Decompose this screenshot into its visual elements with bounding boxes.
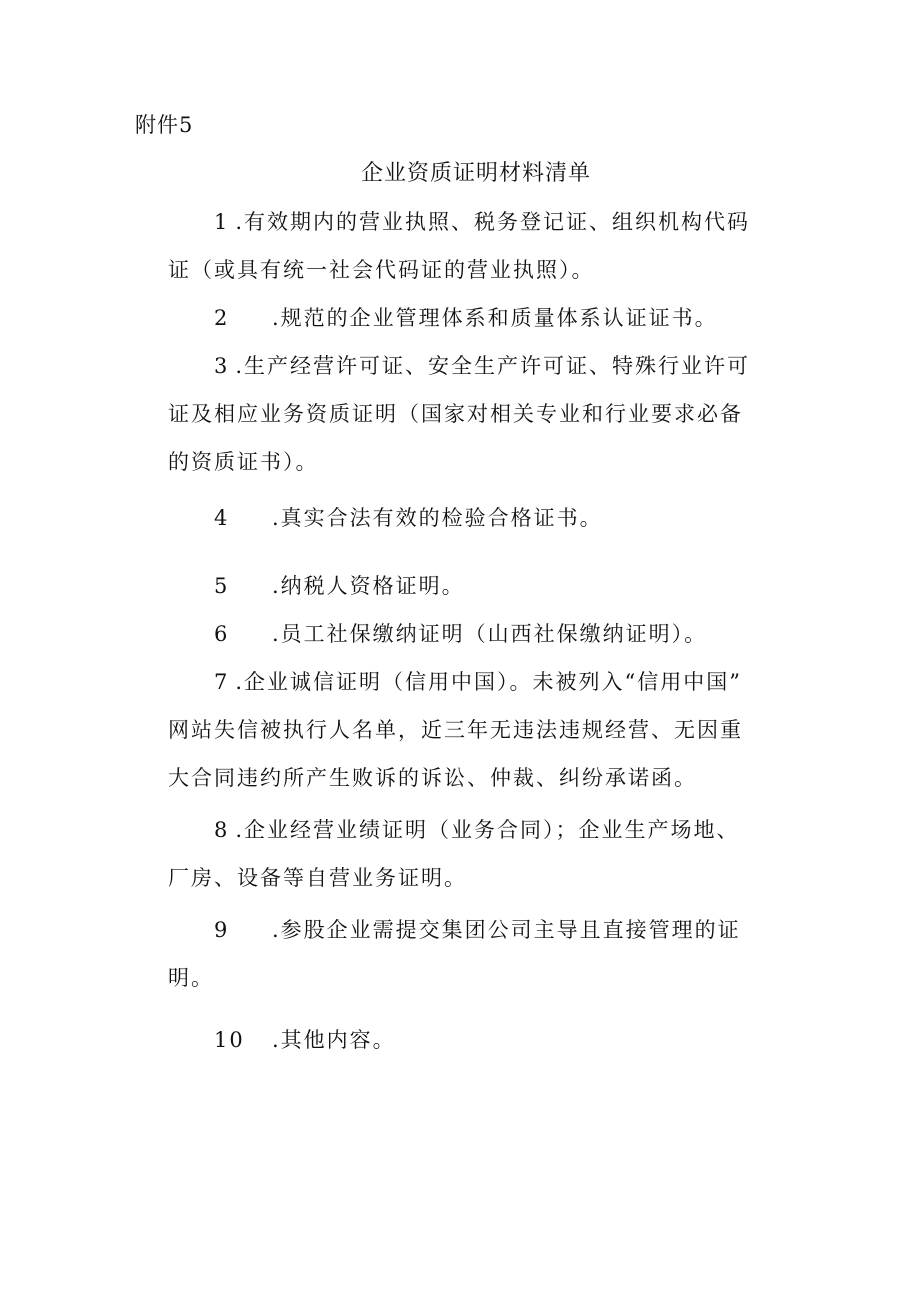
list-item-10 — [168, 1016, 790, 1064]
document-title: 企业资质证明材料清单 — [360, 161, 591, 186]
list-item-line: 大合同违约所产生败诉的诉讼、仲裁、纠纷承诺函。 — [168, 766, 697, 790]
list-item-3 — [168, 342, 790, 486]
list-item-line — [168, 806, 790, 854]
list-item-5 — [168, 562, 790, 610]
list-item-2 — [168, 294, 790, 342]
item-text: .企业经营业绩证明（业务合同）；企业生产场地、 — [235, 818, 740, 842]
list-item-line — [168, 906, 790, 954]
item-number: 9 — [214, 918, 230, 942]
item-number: 3 — [214, 354, 230, 378]
item-text: .规范的企业管理体系和质量体系认证证书。 — [272, 306, 718, 330]
list-item-9 — [168, 906, 790, 1002]
item-number: 1 — [214, 210, 230, 234]
item-number: 6 — [214, 622, 230, 646]
attachment-label: 附件5 — [135, 113, 194, 137]
item-number: 7 — [214, 670, 230, 694]
list-item-line — [168, 342, 790, 390]
list-item-line: 网站失信被执行人名单，近三年无违法违规经营、无因重 — [168, 718, 743, 742]
item-number: 10 — [214, 1028, 245, 1052]
item-text: .有效期内的营业执照、税务登记证、组织机构代码 — [235, 210, 751, 234]
item-text: .企业诚信证明（信用中国）。未被列入“信用中国” — [235, 670, 743, 694]
item-number: 4 — [214, 506, 230, 530]
item-number: 5 — [214, 574, 230, 598]
list-item-line — [168, 494, 790, 542]
list-item-6 — [168, 610, 790, 658]
item-text: .纳税人资格证明。 — [272, 574, 465, 598]
item-text: .其他内容。 — [272, 1028, 396, 1052]
list-item-line — [168, 198, 790, 246]
list-item-line: 证及相应业务资质证明（国家对相关专业和行业要求必备 — [168, 402, 743, 426]
list-item-line: 证（或具有统一社会代码证的营业执照）。 — [168, 258, 595, 282]
item-number: 8 — [214, 818, 230, 842]
list-item-1 — [168, 198, 790, 294]
list-item-8 — [168, 806, 790, 902]
list-item-line: 的资质证书）。 — [168, 450, 319, 474]
item-text: .参股企业需提交集团公司主导且直接管理的证 — [272, 918, 741, 942]
list-item-line: 明。 — [168, 966, 214, 990]
item-text: .真实合法有效的检验合格证书。 — [272, 506, 603, 530]
list-item-7 — [168, 658, 790, 802]
item-number: 2 — [214, 306, 230, 330]
list-item-line — [168, 562, 790, 610]
list-item-line — [168, 610, 790, 658]
item-text: .生产经营许可证、安全生产许可证、特殊行业许可 — [235, 354, 751, 378]
list-item-line — [168, 658, 790, 706]
list-item-line — [168, 1016, 790, 1064]
list-item-line: 厂房、设备等自营业务证明。 — [168, 866, 467, 890]
list-item-line — [168, 294, 790, 342]
item-text: .员工社保缴纳证明（山西社保缴纳证明）。 — [272, 622, 708, 646]
list-item-4 — [168, 494, 790, 542]
